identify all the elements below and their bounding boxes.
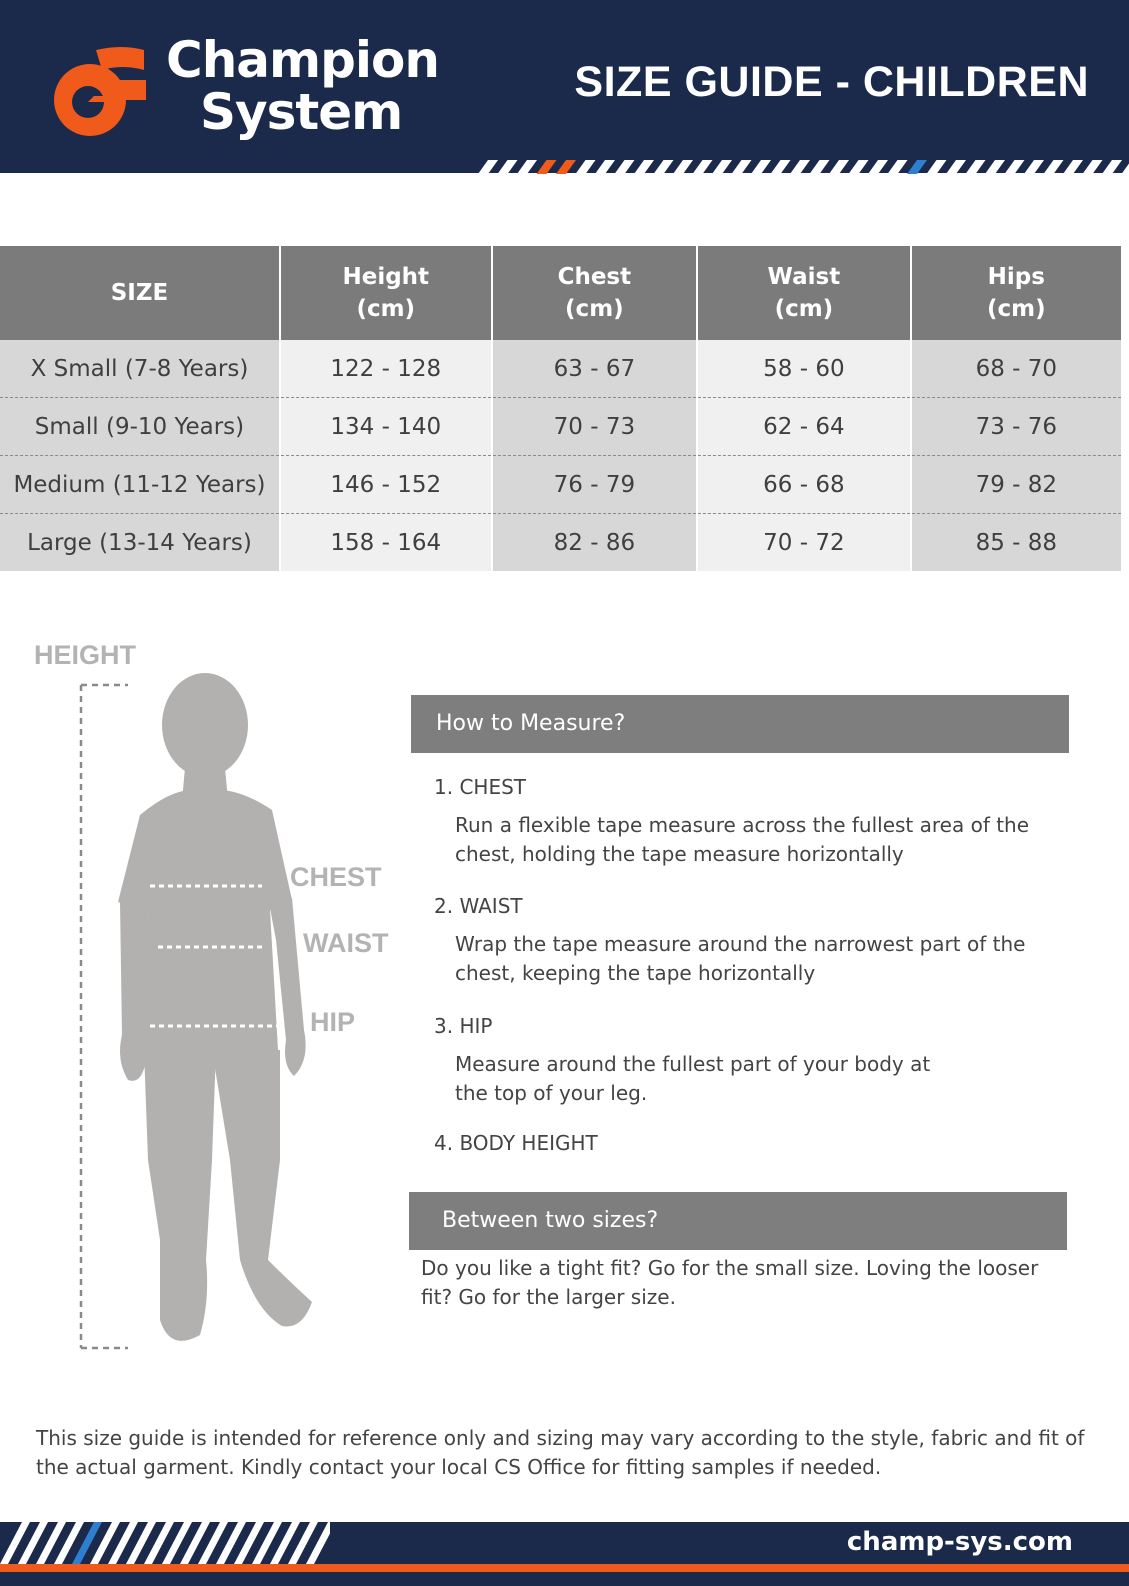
between-sizes-text: Do you like a tight fit? Go for the small size. Loving the looser fit? Go for the larger size. bbox=[421, 1256, 1039, 1309]
table-cell: 58 - 60 bbox=[697, 340, 910, 398]
table-cell: 73 - 76 bbox=[911, 398, 1121, 456]
champion-system-logo-icon bbox=[52, 40, 152, 140]
footer-accent-bar bbox=[0, 1564, 1129, 1572]
table-cell: Large (13-14 Years) bbox=[0, 514, 280, 572]
stripe bbox=[868, 160, 888, 174]
table-cell: 85 - 88 bbox=[911, 514, 1121, 572]
stripe bbox=[693, 160, 713, 174]
table-header-row bbox=[0, 246, 1121, 340]
table-cell: X Small (7-8 Years) bbox=[0, 340, 280, 398]
chest-label: CHEST bbox=[290, 862, 382, 892]
stripe bbox=[498, 160, 518, 174]
page-title: SIZE GUIDE - CHILDREN bbox=[574, 58, 1089, 106]
stripe bbox=[654, 160, 674, 174]
stripe bbox=[732, 160, 752, 174]
stripe bbox=[634, 160, 654, 174]
table-cell: 146 - 152 bbox=[280, 456, 492, 514]
between-sizes-heading: Between two sizes? bbox=[409, 1192, 1067, 1250]
table-row bbox=[0, 514, 1121, 572]
page-header bbox=[0, 0, 1129, 173]
table-cell: 79 - 82 bbox=[911, 456, 1121, 514]
step-body-chest: Run a flexible tape measure across the fullest area of the chest, holding the tape measure horizontally bbox=[455, 813, 1030, 866]
brand-name-line2: System bbox=[200, 83, 403, 141]
column-header-hips: Hips (cm) bbox=[911, 246, 1121, 340]
stripe bbox=[966, 160, 986, 174]
height-label: HEIGHT bbox=[34, 640, 137, 670]
disclaimer-text: This size guide is intended for reference only and sizing may vary according to the style, fabric and fit of the actual garment. Kindly contact your local CS Office for fitting samples if needed. bbox=[36, 1426, 1085, 1479]
stripe bbox=[907, 160, 927, 174]
stripe bbox=[829, 160, 849, 174]
step-title-waist: 2. WAIST bbox=[434, 894, 523, 918]
table-cell: 76 - 79 bbox=[492, 456, 698, 514]
table-row bbox=[0, 398, 1121, 456]
stripe bbox=[537, 160, 557, 174]
step-body-hip: Measure around the fullest part of your body at the top of your leg. bbox=[455, 1052, 931, 1105]
column-header-height: Height (cm) bbox=[280, 246, 492, 340]
step-title-hip: 3. HIP bbox=[434, 1014, 493, 1038]
stripe bbox=[595, 160, 615, 174]
stripe bbox=[517, 160, 537, 174]
stripe bbox=[985, 160, 1005, 174]
step-title-chest: 1. CHEST bbox=[434, 775, 526, 799]
table-cell: 63 - 67 bbox=[492, 340, 698, 398]
stripe bbox=[849, 160, 869, 174]
step-body-waist: Wrap the tape measure around the narrowest part of the chest, keeping the tape horizontally bbox=[455, 932, 1026, 985]
table-cell: 62 - 64 bbox=[697, 398, 910, 456]
stripe bbox=[1122, 160, 1129, 174]
table-row bbox=[0, 456, 1121, 514]
table-cell: 158 - 164 bbox=[280, 514, 492, 572]
brand-name-line1: Champion bbox=[166, 31, 440, 89]
stripe bbox=[556, 160, 576, 174]
column-header-waist: Waist (cm) bbox=[697, 246, 910, 340]
stripe bbox=[1024, 160, 1044, 174]
stripe bbox=[673, 160, 693, 174]
stripe bbox=[1005, 160, 1025, 174]
stripe bbox=[751, 160, 771, 174]
stripe bbox=[946, 160, 966, 174]
how-to-measure-heading: How to Measure? bbox=[411, 695, 1069, 753]
table-cell: 66 - 68 bbox=[697, 456, 910, 514]
table-cell: Small (9-10 Years) bbox=[0, 398, 280, 456]
website-link[interactable]: champ-sys.com bbox=[846, 1527, 1073, 1557]
table-cell: 70 - 72 bbox=[697, 514, 910, 572]
child-silhouette-icon bbox=[20, 640, 410, 1360]
waist-label: WAIST bbox=[303, 928, 389, 958]
stripe bbox=[576, 160, 596, 174]
table-cell: 122 - 128 bbox=[280, 340, 492, 398]
stripe bbox=[790, 160, 810, 174]
header-stripes bbox=[478, 160, 1129, 174]
footer-stripes bbox=[0, 1522, 330, 1564]
table-cell: Medium (11-12 Years) bbox=[0, 456, 280, 514]
hip-label: HIP bbox=[310, 1007, 356, 1037]
stripe bbox=[712, 160, 732, 174]
table-cell: 82 - 86 bbox=[492, 514, 698, 572]
step-title-body-height: 4. BODY HEIGHT bbox=[434, 1131, 598, 1155]
stripe bbox=[1083, 160, 1103, 174]
stripe bbox=[888, 160, 908, 174]
stripe bbox=[615, 160, 635, 174]
table-cell: 70 - 73 bbox=[492, 398, 698, 456]
size-table bbox=[0, 246, 1121, 571]
stripe bbox=[927, 160, 947, 174]
table-cell: 68 - 70 bbox=[911, 340, 1121, 398]
table-cell: 134 - 140 bbox=[280, 398, 492, 456]
stripe bbox=[810, 160, 830, 174]
brand-wordmark bbox=[166, 31, 440, 141]
stripe bbox=[1063, 160, 1083, 174]
stripe bbox=[1102, 160, 1122, 174]
column-header-size: SIZE bbox=[0, 246, 280, 340]
table-row bbox=[0, 340, 1121, 398]
stripe bbox=[771, 160, 791, 174]
column-header-chest: Chest (cm) bbox=[492, 246, 698, 340]
stripe bbox=[1044, 160, 1064, 174]
stripe bbox=[478, 160, 498, 174]
measurement-figure bbox=[20, 640, 410, 1360]
